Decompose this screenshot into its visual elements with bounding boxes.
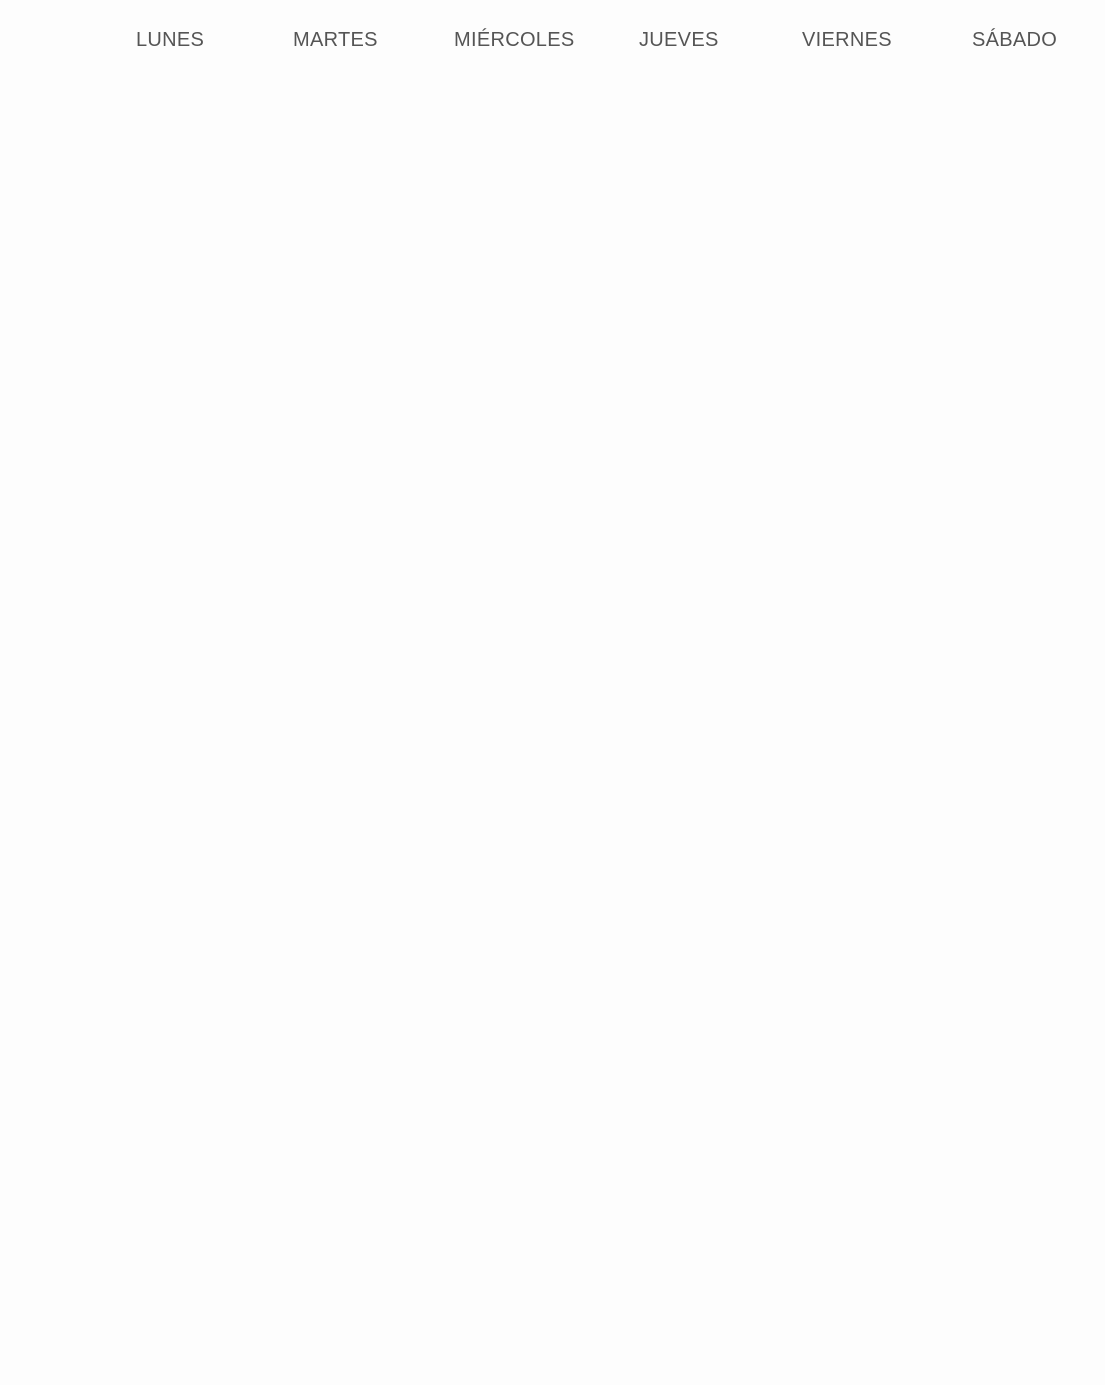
day-tab-viernes[interactable]: VIERNES bbox=[802, 29, 892, 51]
day-tab-martes[interactable]: MARTES bbox=[293, 29, 378, 51]
day-tab-sabado[interactable]: SÁBADO bbox=[972, 29, 1058, 51]
day-tab-lunes[interactable]: LUNES bbox=[136, 29, 205, 51]
calendar-body bbox=[0, 80, 1105, 1385]
day-tab-miercoles[interactable]: MIÉRCOLES bbox=[454, 29, 575, 51]
day-tab-jueves[interactable]: JUEVES bbox=[639, 29, 719, 51]
week-header bbox=[0, 0, 1105, 80]
